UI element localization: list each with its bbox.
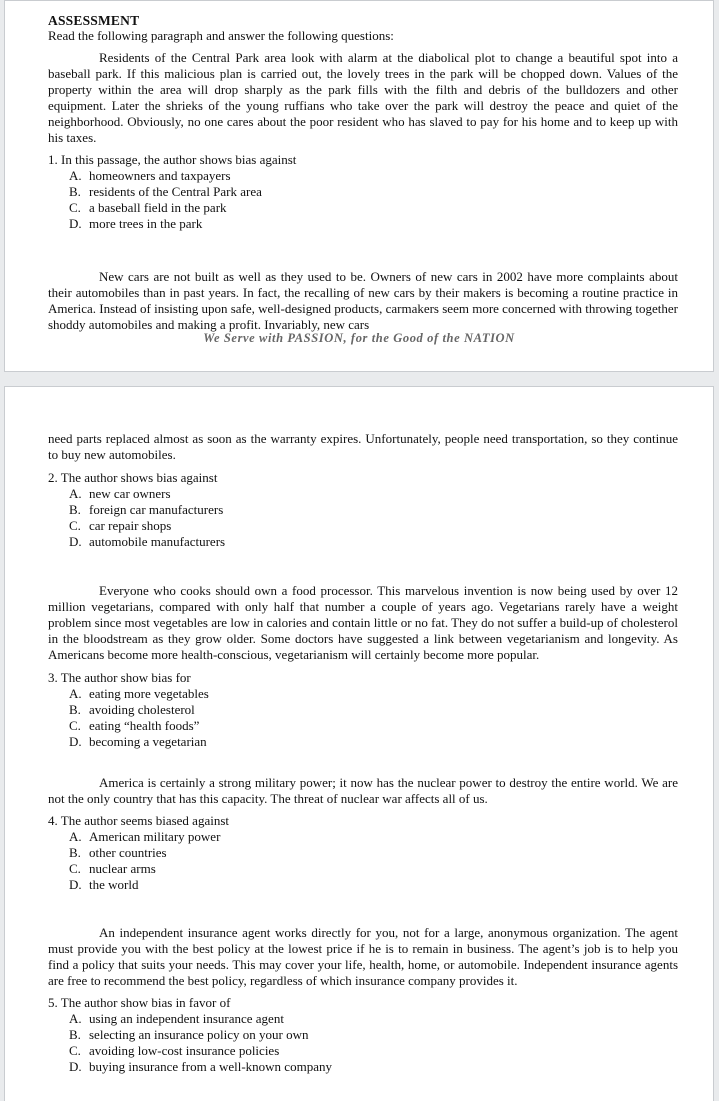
page-1-content	[48, 13, 678, 333]
document-page-1	[4, 0, 714, 372]
question-4-text: 4. The author seems biased against	[48, 813, 229, 828]
passage-5: An independent insurance agent works directly for you, not for a large, anonymous organization. The agent must provide you with the best policy at the lowest price if he is to remain in business. The agent’s job is to help you find a policy that suits your needs. This may cover your life, health, home, or automobile. Independent insurance agents are free to recommend the best policy, regardless of which insurance company provides it.	[48, 925, 678, 988]
passage-4: America is certainly a strong military power; it now has the nuclear power to destroy the entire world. We are not the only country that has this capacity. The threat of nuclear war affects all of us.	[48, 775, 678, 806]
question-1-option-c: C. a baseball field in the park	[69, 200, 227, 215]
document-page-2	[4, 386, 714, 1101]
question-2-option-b: B. foreign car manufacturers	[69, 502, 224, 517]
question-2-option-d: D. automobile manufacturers	[69, 534, 226, 549]
passage-1: Residents of the Central Park area look with alarm at the diabolical plot to change a beautiful spot into a baseball park. If this malicious plan is carried out, the lovely trees in the park will be chopped down. Values of the property within the area will drop sharply as the park fills with the filth and debris of the bulldozers and other equipment. Later the shrieks of the young ruffians who take over the park will destroy the peace and quiet of the neighborhood. Obviously, no one cares about the poor resident who has slaved to pay for his home and to keep up with his taxes.	[48, 50, 678, 145]
passage-2-end: need parts replaced almost as soon as the warranty expires. Unfortunately, people need transportation, so they continue to buy new automobiles.	[48, 431, 678, 462]
question-1-option-b: B. residents of the Central Park area	[69, 184, 262, 199]
question-5-option-a: A. using an independent insurance agent	[69, 1011, 284, 1026]
question-2-text: 2. The author shows bias against	[48, 470, 218, 485]
passage-3: Everyone who cooks should own a food processor. This marvelous invention is now being used by over 12 million vegetarians, compared with only half that number a couple of years ago. Vegetarians rarely have a weight problem since most vegetables are low in calories and contain little or no fat. They do not suffer a build-up of cholesterol in the bloodstream as they grow older. Some doctors have suggested a link between vegetarianism and longevity. As Americans become more health-conscious, vegetarianism will certainly become more popular.	[48, 583, 678, 662]
question-5-option-c: C. avoiding low-cost insurance policies	[69, 1043, 280, 1058]
question-4-option-b: B. other countries	[69, 845, 167, 860]
question-1	[48, 152, 678, 232]
question-3-option-d: D. becoming a vegetarian	[69, 734, 207, 749]
question-4	[48, 813, 678, 893]
question-4-option-a: A. American military power	[69, 829, 221, 844]
question-5-option-d: D. buying insurance from a well-known company	[69, 1059, 332, 1074]
question-2-option-c: C. car repair shops	[69, 518, 172, 533]
question-1-option-a: A. homeowners and taxpayers	[69, 168, 231, 183]
instruction-text: Read the following paragraph and answer the following questions:	[48, 28, 394, 43]
passage-2-start: New cars are not built as well as they used to be. Owners of new cars in 2002 have more complaints about their automobiles than in past years. In fact, the recalling of new cars by their makers is becoming a routine practice in America. Instead of insisting upon safe, well-designed products, carmakers seem more concerned with throwing together shoddy automobiles and making a profit. Invariably, new cars	[48, 269, 678, 332]
question-1-option-d: D. more trees in the park	[69, 216, 203, 231]
question-5-text: 5. The author show bias in favor of	[48, 995, 231, 1010]
question-5	[48, 995, 678, 1075]
question-4-option-c: C. nuclear arms	[69, 861, 156, 876]
footer-motto: We Serve with PASSION, for the Good of the NATION	[203, 331, 515, 345]
assessment-title: ASSESSMENT	[48, 13, 140, 28]
question-5-option-b: B. selecting an insurance policy on your own	[69, 1027, 309, 1042]
page-2-content	[48, 431, 678, 1075]
question-2	[48, 470, 678, 550]
question-2-option-a: A. new car owners	[69, 486, 171, 501]
question-3	[48, 670, 678, 750]
question-1-text: 1. In this passage, the author shows bias against	[48, 152, 297, 167]
question-4-option-d: D. the world	[69, 877, 139, 892]
question-3-option-c: C. eating “health foods”	[69, 718, 200, 733]
question-3-option-b: B. avoiding cholesterol	[69, 702, 195, 717]
question-3-text: 3. The author show bias for	[48, 670, 191, 685]
question-3-option-a: A. eating more vegetables	[69, 686, 209, 701]
